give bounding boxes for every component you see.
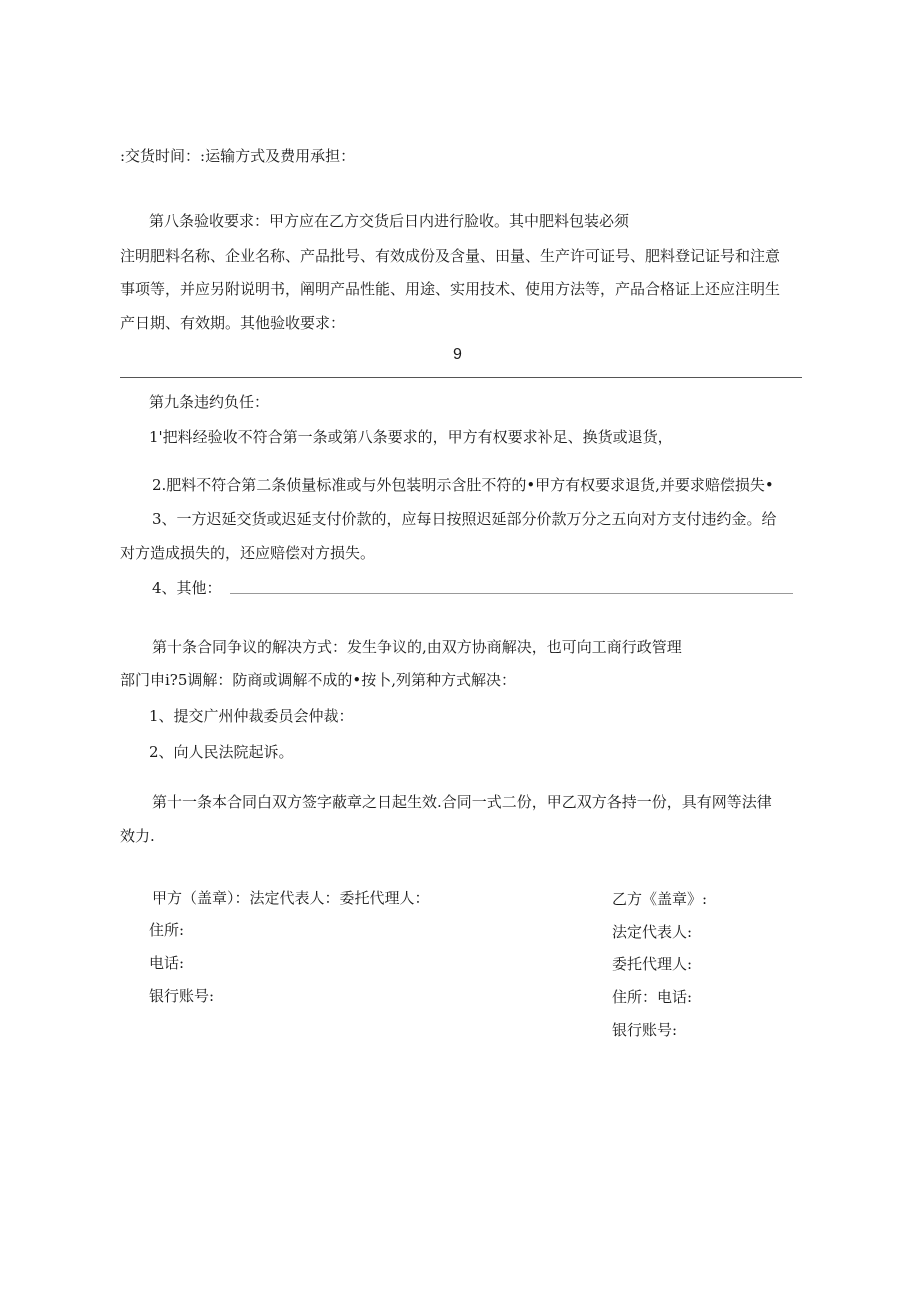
party-b-bank-account: 银行账号: <box>612 1021 678 1039</box>
party-b-legal-rep: 法定代表人: <box>612 923 693 941</box>
article10-line1: 第十条合同争议的解决方式：发生争议的,由双方协商解决，也可向工商行政管理 <box>152 638 682 656</box>
article9-title: 第九条违约负任： <box>149 393 270 411</box>
page-number: 9 <box>453 346 462 363</box>
party-b-address-phone: 住所：电话: <box>612 988 693 1006</box>
party-a-phone: 电话: <box>149 954 185 972</box>
article10-option1: 1、提交广州仲裁委员会仲裁： <box>149 707 354 725</box>
article9-item4-blank-line <box>230 593 793 594</box>
article9-item4: 4、其他： <box>152 579 222 597</box>
article9-item3-line1: 3、一方迟延交货或迟延支付价款的，应每日按照迟延部分价款万分之五向对方支付违约金。给 <box>152 510 777 528</box>
article9-item3-line2: 对方造成损失的，还应赔偿对方损失。 <box>120 544 376 562</box>
article9-item1: 1'把料经验收不符合第一条或第八条要求的，甲方有权要求补足、换货或退货， <box>149 428 673 446</box>
party-a-bank-account: 银行账号: <box>149 987 215 1005</box>
article8-line1: 第八条验收要求：甲方应在乙方交货后日内进行脸收。其中肥料包装必须 <box>149 212 630 230</box>
article8-line4: 产日期、有效期。其他验收要求： <box>120 314 346 332</box>
party-a-header: 甲方（盖章）：法定代表人：委托代理人： <box>152 889 430 907</box>
article10-option2: 2、向人民法院起诉。 <box>149 743 294 761</box>
article9-item2: 2.肥料不符合第二条侦量标准或与外包装明示含肚不符的•甲方有权要求退货,并要求赔偿损失• <box>152 476 774 494</box>
page-divider <box>120 377 802 378</box>
article8-line3: 事项等，并应另附说明书，阐明产品性能、用途、实用技术、使用方法等，产品合格证上还应注明生 <box>120 280 781 298</box>
party-b-header: 乙方《盖章》: <box>612 890 708 908</box>
party-b-agent: 委托代理人: <box>612 955 693 973</box>
delivery-time-transport: :交货时间：:运输方式及费用承担： <box>120 147 356 165</box>
article8-line2: 注明肥料名称、企业名称、产品批号、有效成份及含量、田量、生产许可证号、肥料登记证号和注意 <box>120 247 781 265</box>
article10-line2: 部门申i?5调解：防商或调解不成的•按卜,列第种方式解决： <box>120 671 517 689</box>
article11-line2: 效力. <box>120 827 155 845</box>
article11-line1: 第十一条本合同白双方签字蔽章之日起生效.合同一式二份，甲乙双方各持一份，具有网等法律 <box>152 793 772 811</box>
party-a-address: 住所: <box>149 921 185 939</box>
